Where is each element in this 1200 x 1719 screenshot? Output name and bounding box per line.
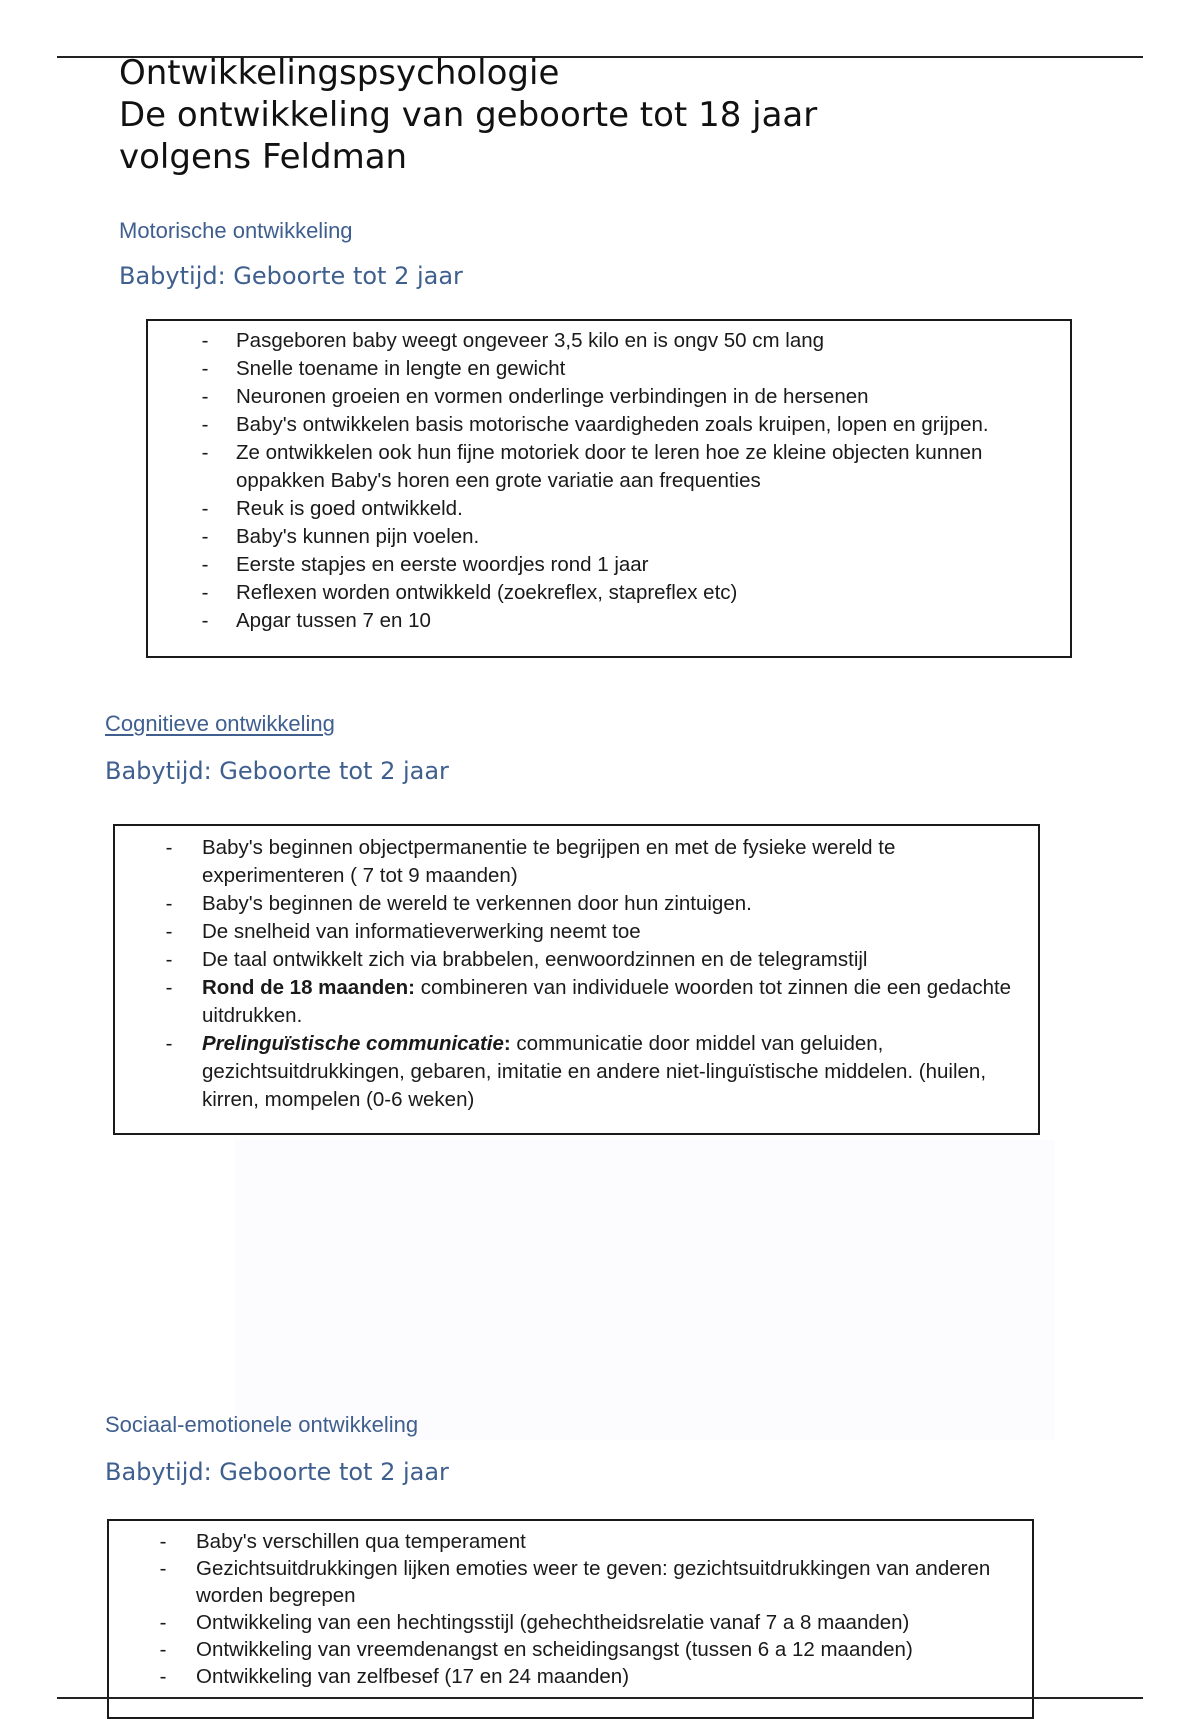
- list-item: - Reflexen worden ontwikkeld (zoekreflex, stapreflex etc): [148, 579, 1070, 607]
- bullet: -: [159, 1557, 167, 1580]
- bullet: -: [165, 836, 173, 859]
- title-line-2: De ontwikkeling van geboorte tot 18 jaar: [119, 95, 818, 135]
- bold-colon: :: [503, 1032, 511, 1055]
- list-item: - Eerste stapjes en eerste woordjes rond 1 jaar: [148, 551, 1070, 579]
- document-title: [119, 52, 817, 178]
- motor-list: [148, 327, 1070, 635]
- list-item: - Reuk is goed ontwikkeld.: [148, 495, 1070, 523]
- motor-box: [146, 319, 1072, 658]
- list-item: - Prelinguïstische communicatie: communicatie door middel van geluiden, gezichtsuitdrukkingen, gebaren, imitatie en andere niet-linguïstische middelen. (huilen, kirren, mompelen (0-6 weken): [115, 1030, 1038, 1114]
- list-item: - Baby's ontwikkelen basis motorische vaardigheden zoals kruipen, lopen en grijpen.: [148, 411, 1070, 439]
- list-item: - Baby's kunnen pijn voelen.: [148, 523, 1070, 551]
- motor-heading: Motorische ontwikkeling: [119, 218, 353, 243]
- title-line-1: Ontwikkelingspsychologie: [119, 53, 560, 93]
- list-item: - Rond de 18 maanden: combineren van individuele woorden tot zinnen die een gedachte uitdrukken.: [115, 974, 1038, 1030]
- list-item: - De snelheid van informatieverwerking neemt toe: [115, 918, 1038, 946]
- bullet: -: [201, 497, 209, 520]
- bullet: -: [165, 948, 173, 971]
- bullet: -: [201, 357, 209, 380]
- social-list: [109, 1528, 1032, 1690]
- bullet: -: [165, 892, 173, 915]
- list-item: - Baby's verschillen qua temperament: [109, 1528, 1032, 1555]
- social-subheading: Babytijd: Geboorte tot 2 jaar: [105, 1458, 449, 1486]
- list-item: - Apgar tussen 7 en 10: [148, 607, 1070, 635]
- bullet: -: [159, 1665, 167, 1688]
- social-box: [107, 1519, 1034, 1719]
- bullet: -: [159, 1530, 167, 1553]
- list-item: - Snelle toename in lengte en gewicht: [148, 355, 1070, 383]
- list-item: - Baby's beginnen de wereld te verkennen door hun zintuigen.: [115, 890, 1038, 918]
- bullet: -: [165, 920, 173, 943]
- bold-lead: Rond de 18 maanden:: [202, 976, 416, 999]
- list-item: - Ontwikkeling van zelfbesef (17 en 24 maanden): [109, 1663, 1032, 1690]
- list-item: - De taal ontwikkelt zich via brabbelen, eenwoordzinnen en de telegramstijl: [115, 946, 1038, 974]
- cognitive-list: [115, 834, 1038, 1114]
- list-item: - Neuronen groeien en vormen onderlinge verbindingen in de hersenen: [148, 383, 1070, 411]
- bullet: -: [159, 1611, 167, 1634]
- bullet: -: [201, 525, 209, 548]
- list-item: - Ontwikkeling van vreemdenangst en scheidingsangst (tussen 6 a 12 maanden): [109, 1636, 1032, 1663]
- bullet: -: [201, 385, 209, 408]
- list-item: - Ze ontwikkelen ook hun fijne motoriek door te leren hoe ze kleine objecten kunnen oppakken Baby's horen een grote variatie aan frequenties: [148, 439, 1070, 495]
- cognitive-box: [113, 824, 1040, 1135]
- bullet: -: [201, 553, 209, 576]
- bold-italic-term: Prelinguïstische communicatie: [202, 1032, 504, 1055]
- footer-rule: [57, 1697, 1143, 1699]
- bullet: -: [201, 329, 209, 352]
- list-item: - Gezichtsuitdrukkingen lijken emoties weer te geven: gezichtsuitdrukkingen van anderen worden begrepen: [109, 1555, 1032, 1609]
- list-item: - Baby's beginnen objectpermanentie te begrijpen en met de fysieke wereld te experimenteren ( 7 tot 9 maanden): [115, 834, 1038, 890]
- bullet: -: [165, 976, 173, 999]
- bullet: -: [159, 1638, 167, 1661]
- list-item: - Pasgeboren baby weegt ongeveer 3,5 kilo en is ongv 50 cm lang: [148, 327, 1070, 355]
- bullet: -: [165, 1032, 173, 1055]
- cognitive-subheading: Babytijd: Geboorte tot 2 jaar: [105, 757, 449, 785]
- motor-subheading: Babytijd: Geboorte tot 2 jaar: [119, 262, 463, 290]
- bullet: -: [201, 441, 209, 464]
- bullet: -: [201, 581, 209, 604]
- cognitive-heading: Cognitieve ontwikkeling: [105, 711, 335, 736]
- blank-area: [235, 1140, 1055, 1440]
- bullet: -: [201, 413, 209, 436]
- social-heading: Sociaal-emotionele ontwikkeling: [105, 1412, 419, 1437]
- title-line-3: volgens Feldman: [119, 137, 408, 177]
- list-item: - Ontwikkeling van een hechtingsstijl (gehechtheidsrelatie vanaf 7 a 8 maanden): [109, 1609, 1032, 1636]
- bullet: -: [201, 609, 209, 632]
